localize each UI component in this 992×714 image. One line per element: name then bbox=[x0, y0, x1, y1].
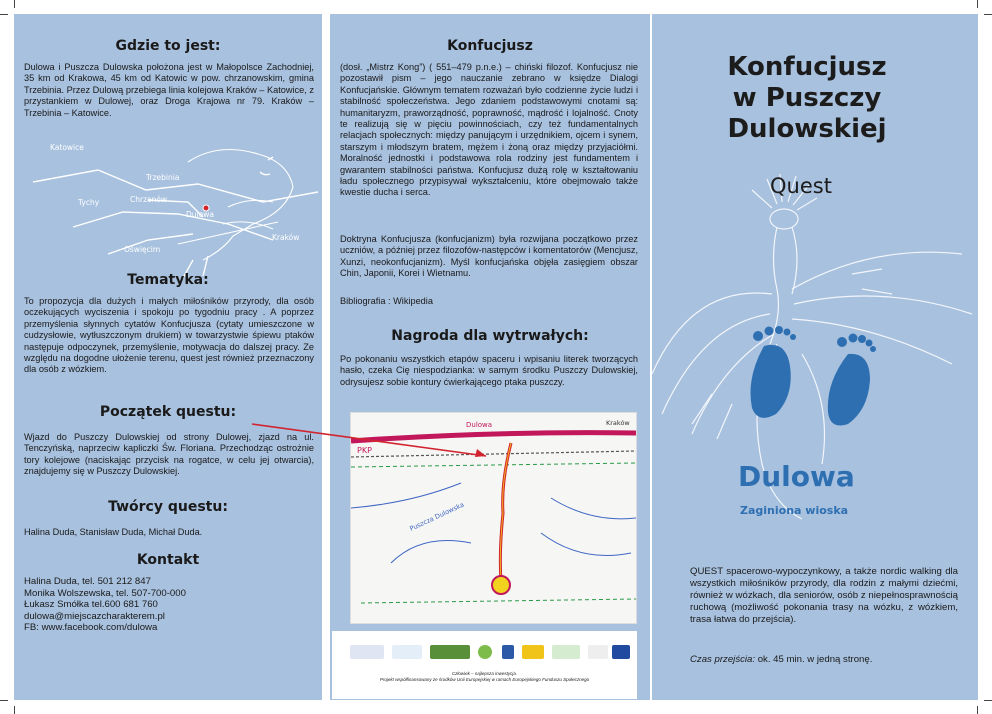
crop-mark bbox=[984, 14, 992, 15]
logo-green-text bbox=[552, 645, 580, 659]
crop-mark bbox=[14, 706, 15, 714]
sponsors-strip bbox=[332, 631, 637, 699]
location-map bbox=[28, 132, 328, 282]
authors-heading: Twórcy questu: bbox=[108, 499, 228, 515]
logo-dulowa bbox=[392, 645, 422, 659]
map-label-tychy: Tychy bbox=[78, 198, 100, 207]
where-text: Dulowa i Puszcza Dulowska położona jest w Małopolsce Zachodniej, 35 km od Krakowa, 45 km od Katowic w pow. chrzanowskim, gmina Trzebinia. Przez Dulową przebiega linia kolejowa Kraków – Katowice, z przystankiem w Dulowej, oraz Droga Krajowa nr 79. Kraków – Trzebinia – Katowice. bbox=[24, 62, 314, 118]
title-line: Dulowskiej bbox=[727, 114, 887, 144]
quest-description: QUEST spacerowo-wypoczynkowy, a także nordic walking dla wszystkich miłośników przyrody, dla rodzin z małymi dziećmi, również w wózkach, dla seniorów, osób z niepełnosprawnością ruchową (możliwość pokonania trasy na wózku, z wózkiem, trasa łatwa do przejścia). bbox=[690, 566, 958, 625]
logo-crest bbox=[502, 645, 514, 659]
map-label-oswiecim: Oświęcim bbox=[124, 245, 161, 254]
contact-facebook[interactable]: FB: www.facebook.com/dulowa bbox=[24, 622, 158, 634]
logo-swoosh bbox=[522, 645, 544, 659]
sponsor-caption bbox=[332, 671, 637, 683]
sponsor-caption-line: Człowiek – najlepsza inwestycja. bbox=[451, 671, 518, 676]
confucius-text: (dosł. „Mistrz Kong”) ( 551–479 p.n.e.) – chiński filozof. Konfucjusz nie pozostawił pism – jego nauczanie zebrano w księdze Dialogi Konfucjańskie. Głównym tematem rozważań było codzienne życie ludzi i stabilność społeczeństwa. Jego zdaniem podstawowymi cnotami są: humanitaryzm, praworządność, poprawność, mądrość i lojalność. Cnoty te realizują się w pięciu powinnościach, czy też fundamentalnych relacjach społecznych: między panującym i urzędnikiem, ojcem i synem, starszym i młodszym bratem, mężem i żoną oraz między przyjaciółmi. Moralność jednostki i podstawowa rola rodziny jest fundamentem i gwarantem stabilności państwa. Konfucjusz dużą rolę w kształtowaniu ładu społecznego przypisywał wykształceniu, które obejmowało także kwestie ducha i serca. bbox=[340, 62, 638, 198]
sketch-goal-marker bbox=[492, 576, 510, 594]
map-road bbox=[73, 212, 273, 240]
theme-heading: Tematyka: bbox=[127, 272, 209, 288]
logo-kapital-ludzki bbox=[350, 645, 384, 659]
bibliography: Bibliografia : Wikipedia bbox=[340, 296, 433, 306]
contact-line: Monika Wolszewska, tel. 507-700-000 bbox=[24, 587, 186, 599]
right-panel bbox=[652, 14, 978, 700]
theme-text: To propozycja dla dużych i małych miłośników przyrody, dla osób oczekujących wyciszenia i spokoju po tygodniu pracy . A poprzez przemyślenia słynnych cytatów Konfucjusza (cytaty umieszczone w cudzysłowie, wytłuszczonym drukiem) w towarzystwie śpiewu ptaków następuje odpoczynek, przemyślenie, motywacja do dalszej pracy. Ze względu na dogodne ułożenie terenu, quest jest również przeznaczony dla osób z wózkiem. bbox=[24, 296, 314, 375]
sketch-border bbox=[361, 599, 636, 603]
middle-panel bbox=[330, 14, 650, 700]
walk-time-label: Czas przejścia: bbox=[690, 654, 756, 665]
contact-line: Halina Duda, tel. 501 212 847 bbox=[24, 576, 151, 587]
brochure-title bbox=[697, 52, 917, 145]
sketch-route bbox=[500, 443, 511, 581]
title-line: w Puszczy bbox=[732, 83, 882, 113]
crop-mark bbox=[977, 706, 978, 714]
sketch-label-pkp: PKP bbox=[357, 446, 372, 455]
sketch-paths bbox=[351, 483, 636, 563]
prize-heading: Nagroda dla wytrwałych: bbox=[391, 328, 589, 344]
crop-mark bbox=[0, 700, 8, 701]
title-line: Konfucjusz bbox=[727, 52, 887, 82]
contact-line: Łukasz Smółka tel.600 681 760 bbox=[24, 599, 158, 611]
crop-mark bbox=[984, 700, 992, 701]
map-label-krakow: Kraków bbox=[272, 233, 300, 242]
sponsor-caption-line: Projekt współfinansowany ze środków Unii Europejskiej w ramach Europejskiego Funduszu Społecznego bbox=[379, 677, 590, 682]
crop-mark bbox=[0, 14, 8, 15]
sketch-label-dulowa: Dulowa bbox=[466, 421, 493, 429]
logo-lokalna-grupa bbox=[430, 645, 470, 659]
map-label-katowice: Katowice bbox=[50, 143, 84, 152]
map-label-dulowa: Dulowa bbox=[186, 210, 214, 219]
dulowa-heading: Dulowa bbox=[738, 460, 855, 493]
sketch-label-krakow: Kraków bbox=[606, 419, 630, 427]
bird-face bbox=[260, 157, 273, 175]
start-text: Wjazd do Puszczy Dulowskiej od strony Dulowej, zjazd na ul. Tenczyńską, naprzeciw kapliczki Św. Floriana. Przechodząc ostrożnie tory kolejowe (naciskając przycisk na rogatce, w celu jej otwarcia), znajdujemy się w Puszczy Dulowskiej. bbox=[24, 432, 314, 477]
start-heading: Początek questu: bbox=[99, 404, 237, 420]
crop-mark bbox=[977, 0, 978, 8]
contact-heading: Kontakt bbox=[136, 552, 200, 568]
prize-text: Po pokonaniu wszystkich etapów spaceru i wpisaniu literek tworzących hasło, czeka Cię niespodzianka: w samym środku Puszczy Dulowskiej, odrysujesz sobie kontury ćwierkającego ptaka puszczy. bbox=[340, 354, 638, 387]
logo-eu-text bbox=[588, 645, 608, 659]
logo-green-circle bbox=[478, 645, 492, 659]
walk-time-value: ok. 45 min. w jedną stronę. bbox=[755, 654, 873, 665]
pointer-arrow bbox=[250, 420, 500, 465]
quest-label: Quest bbox=[770, 174, 832, 198]
eu-flag-icon bbox=[612, 645, 630, 659]
left-panel bbox=[14, 14, 322, 700]
zaginiona-subtitle: Zaginiona wioska bbox=[740, 504, 849, 517]
where-heading: Gdzie to jest: bbox=[115, 38, 221, 54]
walk-time bbox=[690, 654, 958, 665]
contact-list bbox=[24, 576, 314, 634]
confucianism-text: Doktryna Konfucjusza (konfucjanizm) była rozwijana początkowo przez uczniów, a później przez filozofów-następców i komentatorów (Mencjusz, Xunzi, neokonfucjanizm). Myśl konfucjańska objęła zasięgiem obszar Chin, Japonii, Korei i Wietnamu. bbox=[340, 234, 638, 279]
bird-outline bbox=[188, 150, 293, 261]
map-label-trzebinia: Trzebinia bbox=[146, 173, 180, 182]
crop-mark bbox=[14, 0, 15, 8]
authors-text: Halina Duda, Stanisław Duda, Michał Duda. bbox=[24, 527, 203, 537]
contact-email[interactable]: dulowa@miejscazcharakterem.pl bbox=[24, 610, 165, 622]
confucius-heading: Konfucjusz bbox=[447, 38, 533, 54]
sketch-label-puszcza: Puszcza Dulowska bbox=[408, 500, 466, 533]
map-label-chrzanow: Chrzanów bbox=[130, 195, 168, 204]
